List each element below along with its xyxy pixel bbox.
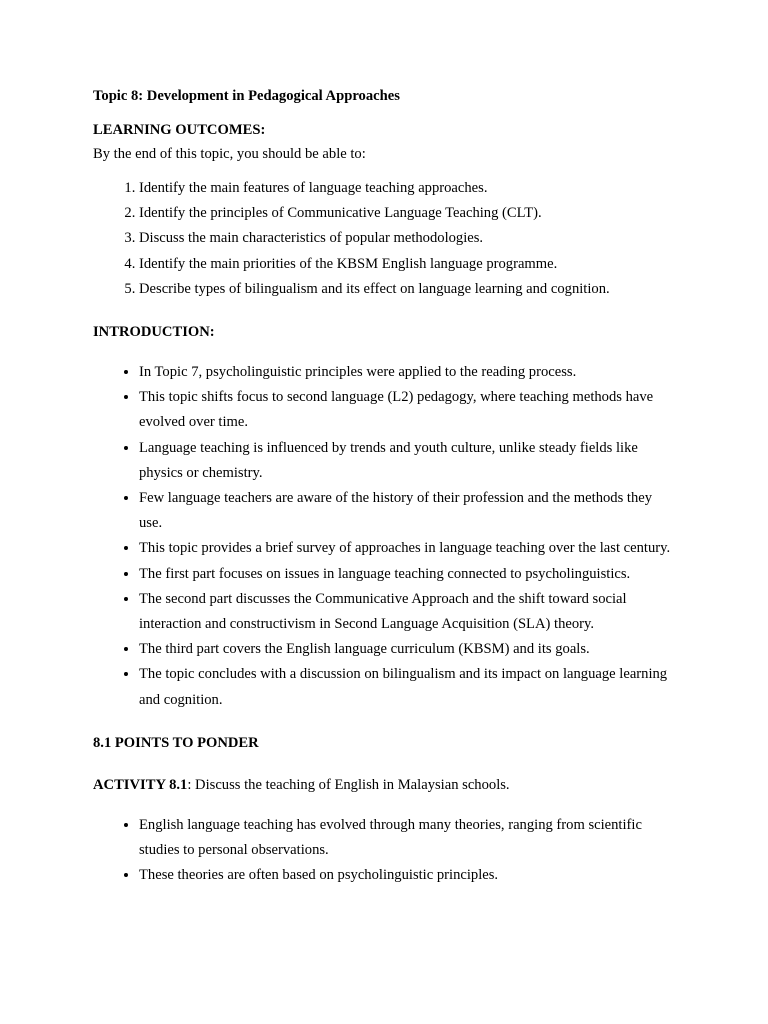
list-item: • The topic concludes with a discussion on bilingualism and its impact on language learning and cognition. xyxy=(139,662,678,712)
learning-outcomes-heading: LEARNING OUTCOMES: xyxy=(93,122,266,138)
section-8-1-heading: 8.1 POINTS TO PONDER xyxy=(93,734,259,751)
list-item: • The second part discusses the Communicative Approach and the shift toward social interaction and constructivism in Second Language Acquisition (SLA) theory. xyxy=(139,587,678,637)
list-item: 4. Identify the main priorities of the KBSM English language programme. xyxy=(139,252,678,277)
list-item: • Language teaching is influenced by trends and youth culture, unlike steady fields like physics or chemistry. xyxy=(139,436,678,486)
section-8-1-list xyxy=(93,813,678,889)
list-item: 1. Identify the main features of language teaching approaches. xyxy=(139,176,678,201)
list-item: • This topic provides a brief survey of approaches in language teaching over the last century. xyxy=(139,536,678,561)
list-item: 5. Describe types of bilingualism and its effect on language learning and cognition. xyxy=(139,277,678,302)
list-item: • The first part focuses on issues in language teaching connected to psycholinguistics. xyxy=(139,562,678,587)
learning-outcomes-list xyxy=(93,176,678,302)
introduction-list xyxy=(93,360,678,713)
list-item: • In Topic 7, psycholinguistic principles were applied to the reading process. xyxy=(139,360,678,385)
list-item: • The third part covers the English language curriculum (KBSM) and its goals. xyxy=(139,637,678,662)
activity-8-1 xyxy=(93,775,678,795)
list-item: • English language teaching has evolved through many theories, ranging from scientific studies to personal observations. xyxy=(139,813,678,863)
list-item: 2. Identify the principles of Communicative Language Teaching (CLT). xyxy=(139,201,678,226)
list-item: • These theories are often based on psycholinguistic principles. xyxy=(139,863,678,888)
introduction-heading: INTRODUCTION: xyxy=(93,324,215,341)
activity-text: : Discuss the teaching of English in Malaysian schools. xyxy=(187,776,510,793)
list-item: • Few language teachers are aware of the history of their profession and the methods they use. xyxy=(139,486,678,536)
activity-label: ACTIVITY 8.1 xyxy=(93,776,188,793)
list-item: • This topic shifts focus to second language (L2) pedagogy, where teaching methods have evolved over time. xyxy=(139,385,678,435)
page-title: Topic 8: Development in Pedagogical Approaches xyxy=(93,88,400,104)
list-item: 3. Discuss the main characteristics of popular methodologies. xyxy=(139,226,678,251)
learning-outcomes-intro: By the end of this topic, you should be able to: xyxy=(93,146,366,162)
